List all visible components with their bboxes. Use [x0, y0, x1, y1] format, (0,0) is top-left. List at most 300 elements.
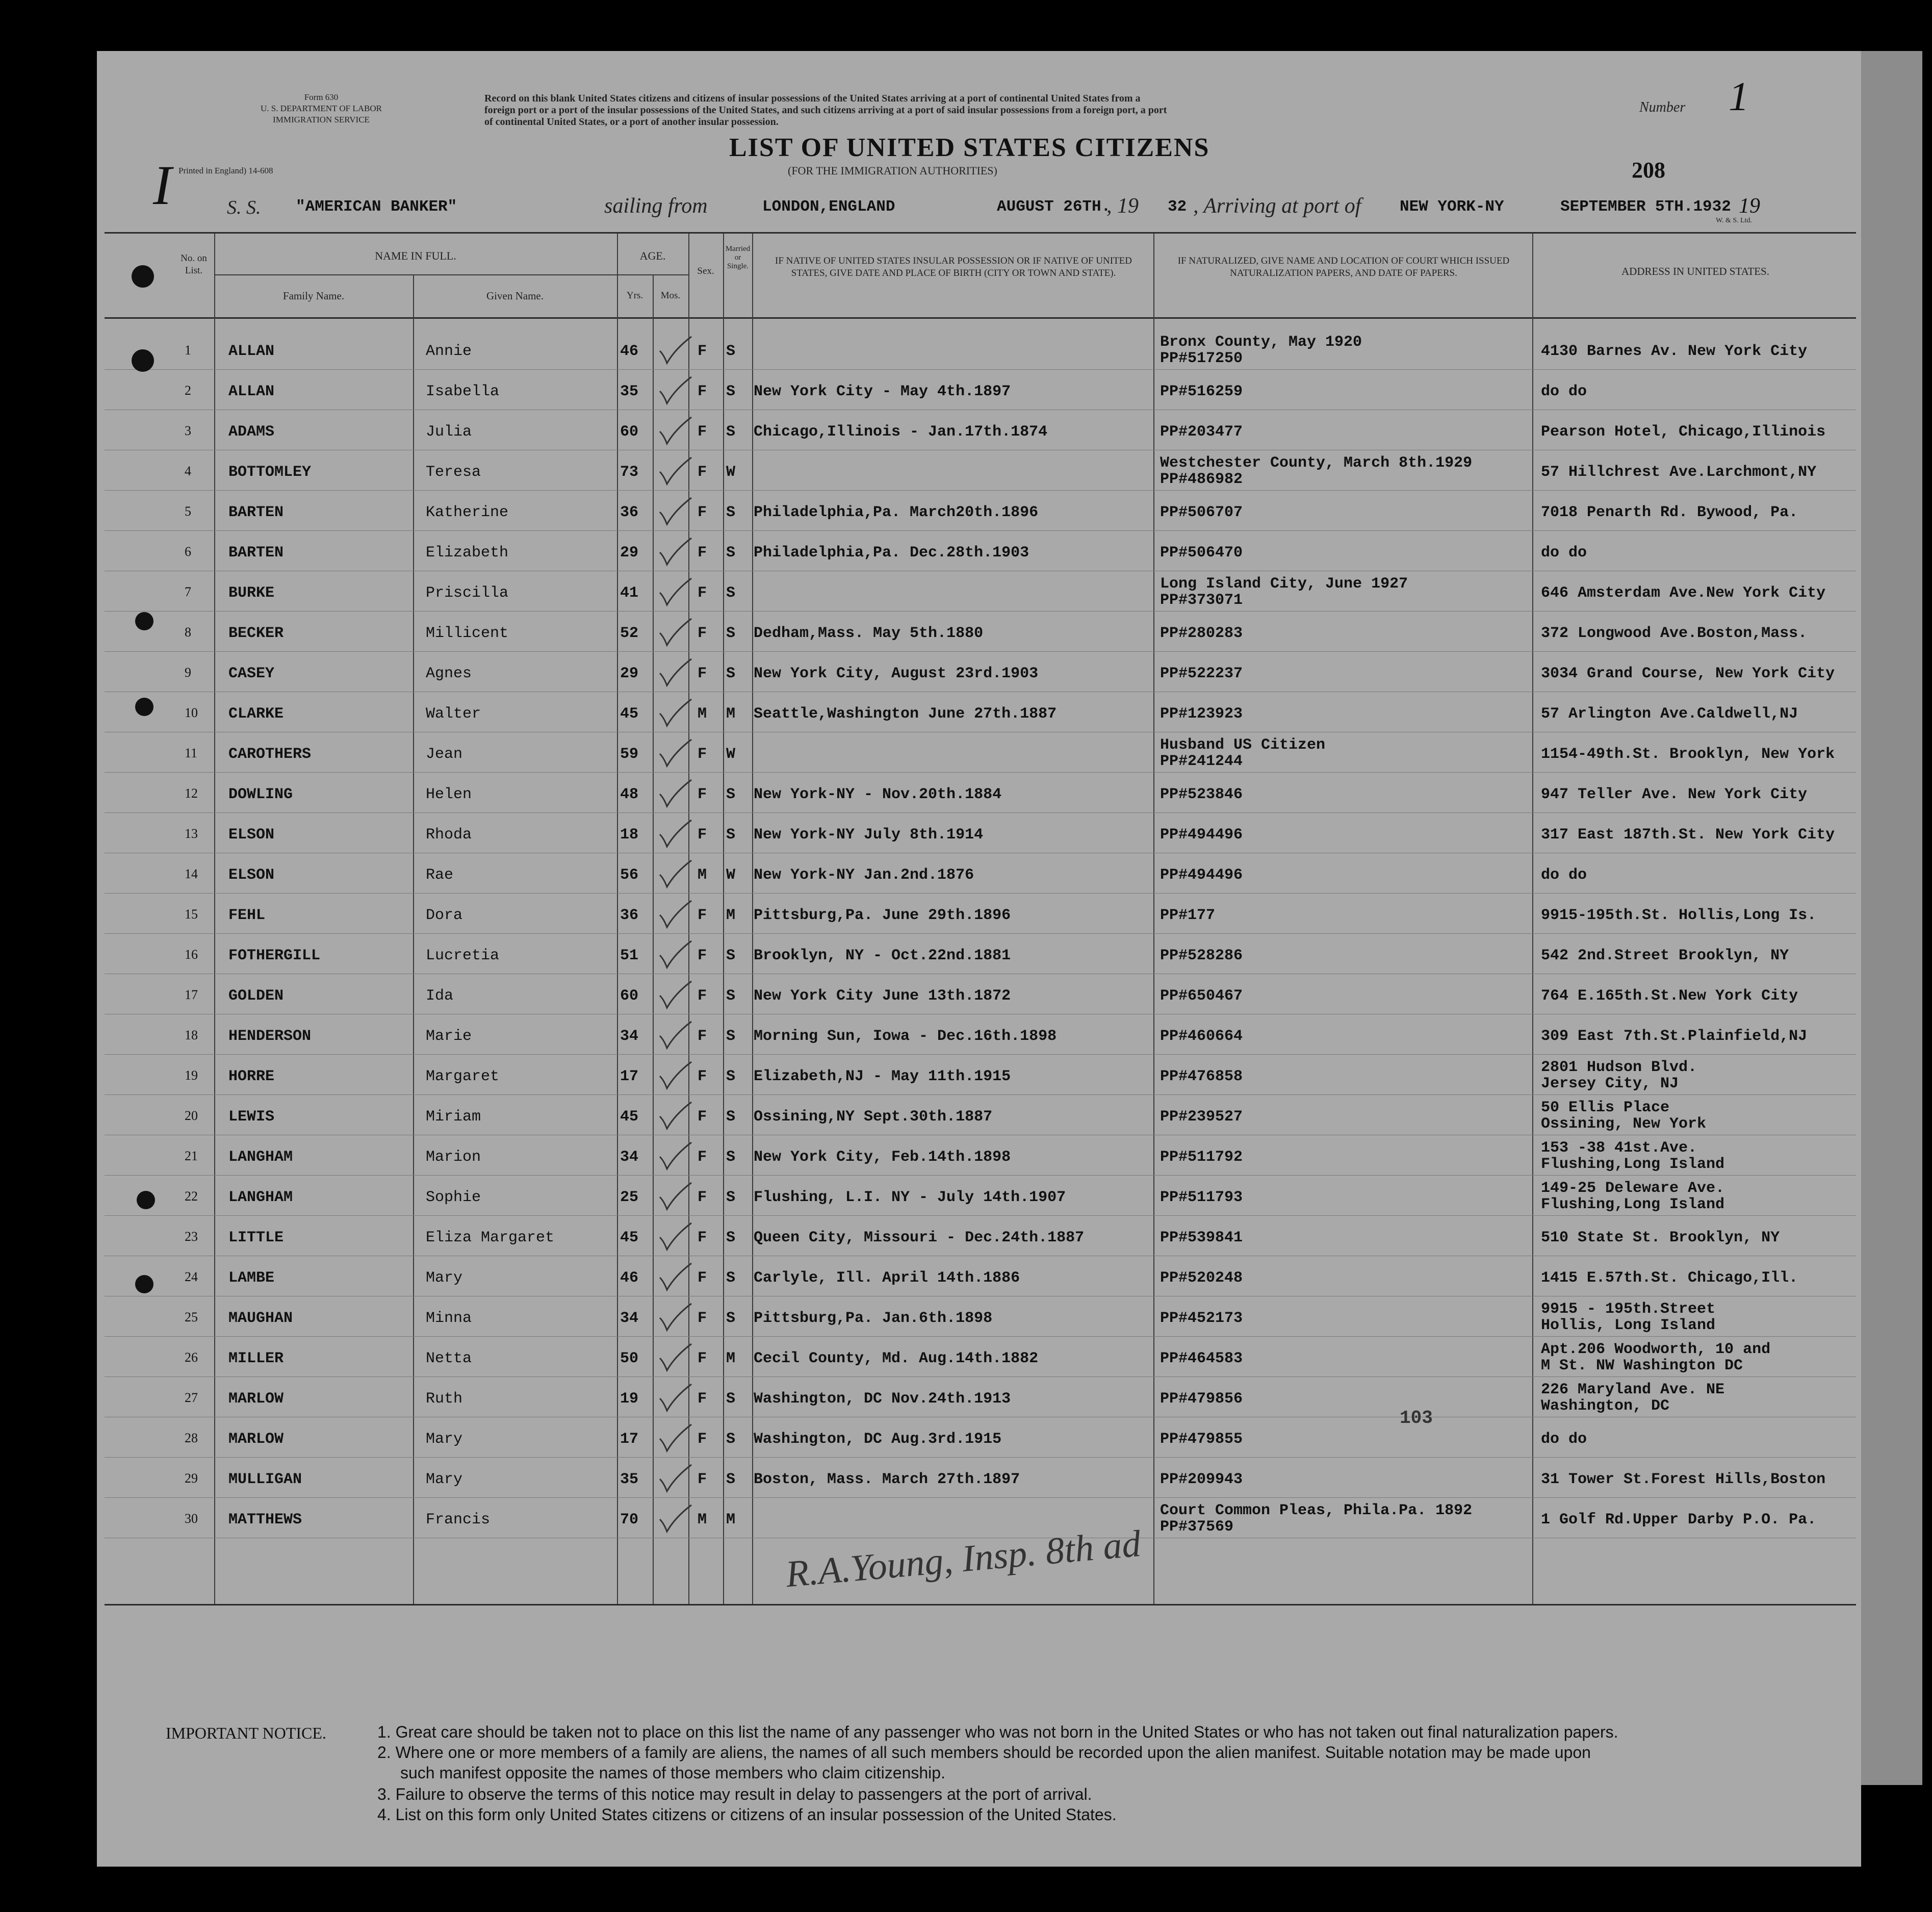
passport-number: PP#539841	[1160, 1229, 1243, 1246]
family-name: FOTHERGILL	[228, 947, 321, 964]
address-line-1: 4130 Barnes Av. New York City	[1541, 343, 1808, 360]
given-name: Priscilla	[426, 584, 509, 602]
address-line-1: 1415 E.57th.St. Chicago,Ill.	[1541, 1269, 1798, 1287]
age-years: 52	[620, 625, 639, 642]
departure-year: 32	[1168, 198, 1187, 216]
service-name: IMMIGRATION SERVICE	[273, 115, 370, 124]
address-line-1: Pearson Hotel, Chicago,Illinois	[1541, 423, 1826, 441]
ship-name: "AMERICAN BANKER"	[296, 198, 457, 216]
address-line-1: 226 Maryland Ave. NE	[1541, 1381, 1725, 1398]
address-line-2: Flushing,Long Island	[1541, 1196, 1725, 1213]
check-mark-icon	[658, 738, 693, 768]
row-number: 17	[185, 987, 198, 1002]
age-years: 36	[620, 907, 639, 924]
address-line-1: do do	[1541, 544, 1587, 562]
age-years: 46	[620, 343, 639, 360]
printed-note: Printed in England) 14-608	[178, 166, 273, 175]
marital-status: S	[726, 1229, 736, 1246]
naturalization-court: Husband US Citizen	[1160, 736, 1326, 754]
sex: F	[698, 544, 707, 562]
header-age: AGE.	[639, 249, 666, 262]
age-years: 34	[620, 1310, 639, 1327]
row-number: 21	[185, 1149, 198, 1163]
given-name: Mary	[426, 1431, 463, 1448]
family-name: LANGHAM	[228, 1149, 293, 1166]
col-rule	[752, 234, 753, 1604]
passport-number: PP#476858	[1160, 1068, 1243, 1085]
age-years: 60	[620, 987, 639, 1005]
age-years: 50	[620, 1350, 639, 1367]
col-rule	[214, 234, 215, 1604]
row-number: 30	[185, 1511, 198, 1526]
age-years: 45	[620, 1108, 639, 1126]
birth-place-date: Elizabeth,NJ - May 11th.1915	[754, 1068, 1011, 1085]
header-given-name: Given Name.	[486, 290, 544, 302]
address-line-1: 149-25 Deleware Ave.	[1541, 1180, 1725, 1197]
family-name: MARLOW	[228, 1431, 284, 1448]
row-number: 19	[185, 1068, 198, 1083]
passport-number: PP#203477	[1160, 423, 1243, 441]
age-years: 56	[620, 866, 639, 884]
notice-label: IMPORTANT NOTICE.	[166, 1724, 326, 1742]
given-name: Netta	[426, 1350, 472, 1367]
row-rule	[105, 1336, 1856, 1337]
given-name: Marie	[426, 1028, 472, 1045]
row-number: 24	[185, 1269, 198, 1284]
given-name: Mary	[426, 1269, 463, 1287]
passport-number: PP#506707	[1160, 504, 1243, 521]
header-naturalized: IF NATURALIZED, GIVE NAME AND LOCATION OF COURT WHICH ISSUED NATURALIZATION PAPERS, AND DATE OF PAPERS.	[1177, 256, 1510, 278]
birth-place-date: Philadelphia,Pa. March20th.1896	[754, 504, 1039, 521]
family-name: BURKE	[228, 584, 275, 602]
address-line-2: Hollis, Long Island	[1541, 1317, 1716, 1334]
check-mark-icon	[658, 1303, 693, 1332]
birth-place-date: New York City - May 4th.1897	[754, 383, 1011, 400]
address-line-1: 646 Amsterdam Ave.New York City	[1541, 584, 1826, 602]
address-line-1: 50 Ellis Place	[1541, 1099, 1670, 1116]
family-name: ELSON	[228, 826, 275, 844]
age-years: 29	[620, 544, 639, 562]
family-name: ADAMS	[228, 423, 275, 441]
row-number: 15	[185, 907, 198, 922]
family-name: MULLIGAN	[228, 1471, 302, 1488]
marital-status: W	[726, 866, 736, 884]
family-name: MILLER	[228, 1350, 284, 1367]
check-mark-icon	[658, 456, 693, 486]
birth-place-date: Philadelphia,Pa. Dec.28th.1903	[754, 544, 1029, 562]
family-name: MAUGHAN	[228, 1310, 293, 1327]
birth-place-date: Washington, DC Aug.3rd.1915	[754, 1431, 1002, 1448]
check-mark-icon	[658, 1061, 693, 1090]
address-line-2: Washington, DC	[1541, 1397, 1670, 1415]
passport-number: PP#486982	[1160, 471, 1243, 488]
row-number: 23	[185, 1229, 198, 1244]
sex: F	[698, 1310, 707, 1327]
marital-status: S	[726, 423, 736, 441]
marital-status: S	[726, 1471, 736, 1488]
row-rule	[105, 490, 1856, 491]
table-bottom-rule	[105, 1604, 1856, 1605]
sex: F	[698, 1269, 707, 1287]
address-line-1: 764 E.165th.St.New York City	[1541, 987, 1798, 1005]
col-rule	[413, 275, 414, 1604]
passport-number: PP#209943	[1160, 1471, 1243, 1488]
birth-place-date: Dedham,Mass. May 5th.1880	[754, 625, 984, 642]
age-years: 51	[620, 947, 639, 964]
page-stamp: 208	[1632, 158, 1665, 183]
row-rule	[105, 772, 1856, 773]
address-line-1: 57 Hillchrest Ave.Larchmont,NY	[1541, 464, 1817, 481]
family-name: LEWIS	[228, 1108, 275, 1126]
check-mark-icon	[658, 1021, 693, 1050]
sex: F	[698, 987, 707, 1005]
birth-place-date: Pittsburg,Pa. Jan.6th.1898	[754, 1310, 993, 1327]
passport-number: PP#479855	[1160, 1431, 1243, 1448]
col-rule	[1153, 234, 1154, 1604]
passport-number: PP#123923	[1160, 705, 1243, 723]
passport-number: PP#494496	[1160, 866, 1243, 884]
passport-number: PP#452173	[1160, 1310, 1243, 1327]
passport-number: PP#517250	[1160, 350, 1243, 367]
given-name: Annie	[426, 343, 472, 360]
address-line-1: 2801 Hudson Blvd.	[1541, 1059, 1697, 1076]
check-mark-icon	[658, 1423, 693, 1453]
row-number: 18	[185, 1028, 198, 1042]
row-number: 9	[185, 665, 191, 680]
sex: M	[698, 705, 707, 723]
marital-status: S	[726, 665, 736, 682]
punch-hole	[135, 698, 153, 716]
sex: M	[698, 866, 707, 884]
age-years: 34	[620, 1028, 639, 1045]
header-no: No. on List.	[181, 253, 207, 276]
header-bottom-rule	[105, 317, 1856, 319]
address-line-1: 57 Arlington Ave.Caldwell,NJ	[1541, 705, 1798, 723]
address-line-1: Apt.206 Woodworth, 10 and	[1541, 1341, 1771, 1358]
age-years: 36	[620, 504, 639, 521]
birth-place-date: Flushing, L.I. NY - July 14th.1907	[754, 1189, 1066, 1206]
sex: F	[698, 1028, 707, 1045]
naturalization-court: Court Common Pleas, Phila.Pa. 1892	[1160, 1502, 1473, 1519]
table-top-rule	[105, 232, 1856, 234]
check-mark-icon	[658, 819, 693, 849]
check-mark-icon	[658, 1504, 693, 1534]
sex: F	[698, 1431, 707, 1448]
marital-status: M	[726, 1350, 736, 1367]
passport-number: PP#522237	[1160, 665, 1243, 682]
row-number: 4	[185, 464, 191, 478]
check-mark-icon	[658, 1141, 693, 1171]
given-name: Isabella	[426, 383, 500, 400]
address-line-2: Flushing,Long Island	[1541, 1156, 1725, 1173]
age-years: 73	[620, 464, 639, 481]
birth-place-date: Queen City, Missouri - Dec.24th.1887	[754, 1229, 1085, 1246]
header-years: Yrs.	[626, 290, 643, 301]
naturalization-court: Long Island City, June 1927	[1160, 575, 1408, 593]
check-mark-icon	[658, 1383, 693, 1413]
address-line-1: 31 Tower St.Forest Hills,Boston	[1541, 1471, 1826, 1488]
marital-status: S	[726, 1149, 736, 1166]
marital-status: S	[726, 504, 736, 521]
punch-hole	[132, 349, 154, 372]
corner-mark: I	[153, 154, 172, 216]
row-rule	[105, 812, 1856, 813]
family-name: MARLOW	[228, 1390, 284, 1408]
naturalization-court: Bronx County, May 1920	[1160, 334, 1362, 351]
marital-status: S	[726, 1108, 736, 1126]
address-line-1: 542 2nd.Street Brooklyn, NY	[1541, 947, 1789, 964]
marital-status: S	[726, 1390, 736, 1408]
marital-status: S	[726, 544, 736, 562]
birth-place-date: Ossining,NY Sept.30th.1887	[754, 1108, 993, 1126]
family-name: GOLDEN	[228, 987, 284, 1005]
sex: F	[698, 1149, 707, 1166]
given-name: Margaret	[426, 1068, 500, 1085]
row-number: 28	[185, 1431, 198, 1445]
row-rule	[105, 1457, 1856, 1458]
given-name: Ruth	[426, 1390, 463, 1408]
age-years: 17	[620, 1068, 639, 1085]
birth-place-date: Morning Sun, Iowa - Dec.16th.1898	[754, 1028, 1057, 1045]
birth-place-date: Pittsburg,Pa. June 29th.1896	[754, 907, 1011, 924]
ss-label: S. S.	[227, 197, 261, 218]
sex: F	[698, 1068, 707, 1085]
age-years: 59	[620, 746, 639, 763]
address-line-2: Jersey City, NJ	[1541, 1075, 1679, 1092]
address-line-1: do do	[1541, 1431, 1587, 1448]
age-years: 35	[620, 383, 639, 400]
passport-number: PP#506470	[1160, 544, 1243, 562]
passport-number: PP#460664	[1160, 1028, 1243, 1045]
marital-status: M	[726, 907, 736, 924]
given-name: Walter	[426, 705, 481, 723]
row-rule	[105, 1215, 1856, 1216]
birth-place-date: Brooklyn, NY - Oct.22nd.1881	[754, 947, 1011, 964]
punch-hole	[137, 1191, 155, 1209]
marital-status: S	[726, 1068, 736, 1085]
marital-status: S	[726, 1189, 736, 1206]
sex: F	[698, 1229, 707, 1246]
row-number: 14	[185, 866, 198, 881]
notice-item-3: 3. Failure to observe the terms of this notice may result in delay to passengers at the port of arrival.	[377, 1785, 1092, 1803]
header-married-single: Married or Single.	[725, 245, 751, 270]
col-rule	[617, 234, 618, 1604]
family-name: CLARKE	[228, 705, 284, 723]
passport-number: PP#650467	[1160, 987, 1243, 1005]
row-rule	[105, 1497, 1856, 1498]
family-name: BARTEN	[228, 544, 284, 562]
marital-status: S	[726, 1310, 736, 1327]
row-number: 25	[185, 1310, 198, 1324]
row-number: 8	[185, 625, 191, 640]
row-number: 1	[185, 343, 191, 358]
marital-status: S	[726, 786, 736, 803]
passport-number: PP#37569	[1160, 1518, 1234, 1536]
check-mark-icon	[658, 537, 693, 567]
passport-number: PP#241244	[1160, 753, 1243, 770]
birth-place-date: New York City June 13th.1872	[754, 987, 1011, 1005]
sex: F	[698, 1350, 707, 1367]
arrival-port: NEW YORK-NY	[1400, 198, 1504, 216]
row-number: 2	[185, 383, 191, 398]
age-years: 34	[620, 1149, 639, 1166]
check-mark-icon	[658, 859, 693, 889]
marital-status: S	[726, 343, 736, 360]
sex: F	[698, 423, 707, 441]
address-line-1: 317 East 187th.St. New York City	[1541, 826, 1835, 844]
passport-number: PP#373071	[1160, 592, 1243, 609]
col-rule	[1532, 234, 1533, 1604]
intro-text: Record on this blank United States citizens and citizens of insular possessions of the United States arriving at a port of continental United States from a foreign port or a port of the insular possessions of the United States, and such citizens arriving at a port of said insular possessions from a foreign port, a port of continental United States, or a port of another insular possession.	[484, 93, 1167, 128]
punch-hole	[135, 1275, 153, 1293]
given-name: Millicent	[426, 625, 509, 642]
family-name: CASEY	[228, 665, 275, 682]
given-name: Helen	[426, 786, 472, 803]
sex: F	[698, 1189, 707, 1206]
passport-number: PP#528286	[1160, 947, 1243, 964]
header-native-birth: IF NATIVE OF UNITED STATES INSULAR POSSESSION OR IF NATIVE OF UNITED STATES, GIVE DATE AND PLACE OF BIRTH (CITY OR TOWN AND STATE).	[775, 256, 1132, 278]
check-mark-icon	[658, 658, 693, 687]
passport-number: PP#239527	[1160, 1108, 1243, 1126]
row-number: 5	[185, 504, 191, 519]
sex: F	[698, 1471, 707, 1488]
passport-number: PP#464583	[1160, 1350, 1243, 1367]
address-line-1: 3034 Grand Course, New York City	[1541, 665, 1835, 682]
family-name: CAROTHERS	[228, 746, 312, 763]
check-mark-icon	[658, 1222, 693, 1252]
age-years: 41	[620, 584, 639, 602]
family-name: ALLAN	[228, 383, 275, 400]
birth-place-date: Cecil County, Md. Aug.14th.1882	[754, 1350, 1039, 1367]
given-name: Ida	[426, 987, 454, 1005]
given-name: Rae	[426, 866, 454, 884]
marital-status: W	[726, 464, 736, 481]
departure-date: AUGUST 26TH.	[997, 198, 1111, 216]
notice-item-2: 2. Where one or more members of a family are aliens, the names of all such members should be recorded upon the alien manifest. Suitable notation may be made upon	[377, 1743, 1591, 1762]
age-years: 25	[620, 1189, 639, 1206]
sex: F	[698, 1108, 707, 1126]
given-name: Sophie	[426, 1189, 481, 1206]
arrival-date: SEPTEMBER 5TH.1932	[1560, 198, 1731, 216]
check-mark-icon	[658, 577, 693, 607]
row-number: 11	[185, 746, 198, 760]
marital-status: S	[726, 987, 736, 1005]
sex: F	[698, 343, 707, 360]
departure-port: LONDON,ENGLAND	[762, 198, 895, 216]
address-line-1: 153 -38 41st.Ave.	[1541, 1139, 1697, 1157]
given-name: Teresa	[426, 464, 481, 481]
address-line-1: 1 Golf Rd.Upper Darby P.O. Pa.	[1541, 1511, 1817, 1528]
sex: F	[698, 786, 707, 803]
header-name-in-full: NAME IN FULL.	[375, 249, 456, 262]
family-name: ELSON	[228, 866, 275, 884]
notice-item-4: 4. List on this form only United States citizens or citizens of an insular possession of the United States.	[377, 1805, 1117, 1824]
col-rule	[653, 275, 654, 1604]
given-name: Mary	[426, 1471, 463, 1488]
name-subheader-rule	[214, 274, 617, 275]
birth-place-date: New York City, August 23rd.1903	[754, 665, 1039, 682]
arrival-suffix: 19	[1739, 194, 1760, 218]
page-number-stamp: 103	[1400, 1408, 1433, 1429]
marital-status: M	[726, 705, 736, 723]
birth-place-date: Washington, DC Nov.24th.1913	[754, 1390, 1011, 1408]
row-number: 7	[185, 584, 191, 599]
address-line-1: 372 Longwood Ave.Boston,Mass.	[1541, 625, 1808, 642]
given-name: Elizabeth	[426, 544, 509, 562]
age-years: 46	[620, 1269, 639, 1287]
given-name: Dora	[426, 907, 463, 924]
row-rule	[105, 1094, 1856, 1095]
birth-place-date: New York-NY Jan.2nd.1876	[754, 866, 974, 884]
birth-place-date: Seattle,Washington June 27th.1887	[754, 705, 1057, 723]
given-name: Agnes	[426, 665, 472, 682]
sex: F	[698, 584, 707, 602]
header-address: ADDRESS IN UNITED STATES.	[1621, 265, 1769, 277]
check-mark-icon	[658, 980, 693, 1010]
marital-status: S	[726, 625, 736, 642]
punch-hole	[132, 265, 154, 288]
check-mark-icon	[658, 940, 693, 970]
address-line-1: do do	[1541, 383, 1587, 400]
age-subheader-rule	[617, 274, 688, 275]
marital-status: S	[726, 383, 736, 400]
sex: F	[698, 826, 707, 844]
row-rule	[105, 369, 1856, 370]
birth-place-date: Carlyle, Ill. April 14th.1886	[754, 1269, 1020, 1287]
header-months: Mos.	[660, 290, 681, 301]
row-rule	[105, 1376, 1856, 1377]
sex: F	[698, 504, 707, 521]
marital-status: S	[726, 584, 736, 602]
row-number: 27	[185, 1390, 198, 1405]
birth-place-date: New York-NY July 8th.1914	[754, 826, 984, 844]
age-years: 29	[620, 665, 639, 682]
family-name: ALLAN	[228, 343, 275, 360]
age-years: 35	[620, 1471, 639, 1488]
address-line-1: 9915 - 195th.Street	[1541, 1301, 1716, 1318]
naturalization-court: Westchester County, March 8th.1929	[1160, 454, 1473, 472]
check-mark-icon	[658, 779, 693, 808]
department: U. S. DEPARTMENT OF LABOR	[261, 104, 382, 113]
address-line-1: 9915-195th.St. Hollis,Long Is.	[1541, 907, 1817, 924]
sex: F	[698, 746, 707, 763]
sex: F	[698, 625, 707, 642]
check-mark-icon	[658, 1182, 693, 1211]
sheet-edge	[1861, 51, 1922, 1785]
check-mark-icon	[658, 618, 693, 647]
passport-number: PP#511792	[1160, 1149, 1243, 1166]
row-number: 20	[185, 1108, 198, 1123]
age-years: 45	[620, 705, 639, 723]
given-name: Lucretia	[426, 947, 500, 964]
address-line-1: 1154-49th.St. Brooklyn, New York	[1541, 746, 1835, 763]
family-name: BOTTOMLEY	[228, 464, 312, 481]
sex: F	[698, 383, 707, 400]
sex: F	[698, 947, 707, 964]
family-name: BARTEN	[228, 504, 284, 521]
age-years: 17	[620, 1431, 639, 1448]
row-rule	[105, 1175, 1856, 1176]
given-name: Francis	[426, 1511, 491, 1528]
passport-number: PP#177	[1160, 907, 1216, 924]
row-number: 29	[185, 1471, 198, 1486]
check-mark-icon	[658, 416, 693, 446]
marital-status: W	[726, 746, 736, 763]
header-family-name: Family Name.	[282, 290, 345, 302]
passport-number: PP#516259	[1160, 383, 1243, 400]
number-value: 1	[1729, 74, 1749, 119]
passport-number: PP#511793	[1160, 1189, 1243, 1206]
